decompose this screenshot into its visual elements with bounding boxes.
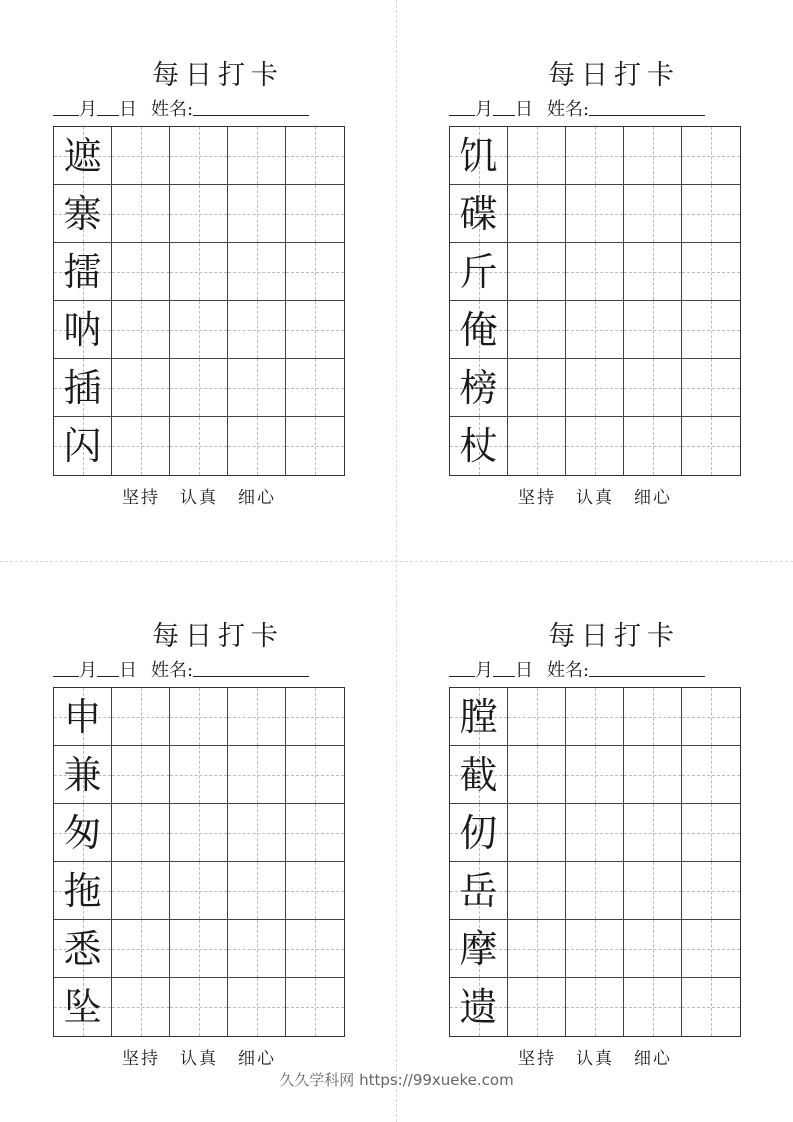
practice-cell[interactable] xyxy=(624,688,682,746)
motto-word: 坚持 xyxy=(518,488,556,508)
practice-cell[interactable] xyxy=(286,243,344,301)
model-character-cell xyxy=(450,243,508,301)
practice-cell[interactable] xyxy=(228,804,286,862)
day-label: 日 xyxy=(515,99,533,120)
practice-cell[interactable] xyxy=(682,359,740,417)
practice-card xyxy=(449,619,779,1079)
name-blank[interactable] xyxy=(193,98,309,116)
practice-cell[interactable] xyxy=(286,301,344,359)
practice-cell[interactable] xyxy=(682,417,740,475)
practice-cell[interactable] xyxy=(682,920,740,978)
name-blank[interactable] xyxy=(589,98,705,116)
practice-cell[interactable] xyxy=(508,746,566,804)
practice-cell[interactable] xyxy=(624,804,682,862)
motto-word: 细心 xyxy=(634,1049,672,1069)
practice-cell[interactable] xyxy=(682,746,740,804)
practice-cell[interactable] xyxy=(170,978,228,1036)
model-character-cell xyxy=(54,185,112,243)
motto-word: 认真 xyxy=(576,488,614,508)
model-character: 膛 xyxy=(459,694,498,739)
model-character-cell xyxy=(450,359,508,417)
model-character-cell xyxy=(54,978,112,1036)
practice-cell[interactable] xyxy=(682,301,740,359)
practice-cell[interactable] xyxy=(228,862,286,920)
model-character: 匆 xyxy=(63,810,102,855)
model-character-cell xyxy=(54,301,112,359)
practice-cell[interactable] xyxy=(170,301,228,359)
date-name-line xyxy=(53,659,383,683)
practice-cell[interactable] xyxy=(228,243,286,301)
name-label: 姓名: xyxy=(151,660,194,681)
practice-cell[interactable] xyxy=(286,127,344,185)
practice-cell[interactable] xyxy=(112,746,170,804)
model-character: 杖 xyxy=(459,424,498,468)
model-character: 遗 xyxy=(459,985,498,1029)
date-name-line xyxy=(53,98,383,122)
model-character-cell xyxy=(450,978,508,1036)
practice-cell[interactable] xyxy=(566,920,624,978)
practice-cell[interactable] xyxy=(566,417,624,475)
practice-cell[interactable] xyxy=(112,127,170,185)
name-blank[interactable] xyxy=(589,659,705,677)
practice-cell[interactable] xyxy=(112,417,170,475)
day-blank[interactable] xyxy=(493,659,515,677)
practice-cell[interactable] xyxy=(112,688,170,746)
day-blank[interactable] xyxy=(97,659,119,677)
motto-line xyxy=(449,486,741,510)
model-character: 遮 xyxy=(63,133,102,178)
model-character: 悉 xyxy=(63,926,102,971)
card-title: 每日打卡 xyxy=(152,60,284,91)
motto-line xyxy=(449,1047,741,1071)
motto-line xyxy=(53,1047,345,1071)
practice-cell[interactable] xyxy=(170,804,228,862)
practice-cell[interactable] xyxy=(624,920,682,978)
practice-cell[interactable] xyxy=(286,862,344,920)
model-character-cell xyxy=(54,127,112,185)
model-character-cell xyxy=(450,804,508,862)
practice-cell[interactable] xyxy=(566,862,624,920)
writing-grid xyxy=(449,126,741,476)
practice-cell[interactable] xyxy=(228,359,286,417)
practice-cell[interactable] xyxy=(112,185,170,243)
practice-cell[interactable] xyxy=(508,185,566,243)
practice-cell[interactable] xyxy=(112,301,170,359)
practice-cell[interactable] xyxy=(682,185,740,243)
practice-cell[interactable] xyxy=(508,688,566,746)
practice-cell[interactable] xyxy=(508,862,566,920)
writing-grid xyxy=(53,126,345,476)
practice-cell[interactable] xyxy=(112,243,170,301)
name-blank[interactable] xyxy=(193,659,309,677)
practice-cell[interactable] xyxy=(170,185,228,243)
motto-word: 坚持 xyxy=(122,1049,160,1069)
practice-cell[interactable] xyxy=(228,746,286,804)
practice-cell[interactable] xyxy=(624,978,682,1036)
practice-cell[interactable] xyxy=(170,243,228,301)
practice-card xyxy=(53,619,383,1079)
practice-cell[interactable] xyxy=(112,804,170,862)
model-character-cell xyxy=(54,862,112,920)
model-character-cell xyxy=(450,688,508,746)
model-character-cell xyxy=(54,243,112,301)
practice-cell[interactable] xyxy=(286,185,344,243)
model-character: 插 xyxy=(63,365,102,410)
model-character: 截 xyxy=(459,752,498,797)
practice-cell[interactable] xyxy=(508,804,566,862)
model-character-cell xyxy=(450,301,508,359)
month-label: 月 xyxy=(475,99,493,120)
practice-cell[interactable] xyxy=(112,359,170,417)
month-label: 月 xyxy=(79,99,97,120)
model-character: 兼 xyxy=(63,752,102,797)
model-character: 擂 xyxy=(63,249,102,294)
card-title: 每日打卡 xyxy=(548,621,680,652)
day-label: 日 xyxy=(119,660,137,681)
practice-cell[interactable] xyxy=(286,804,344,862)
practice-cell[interactable] xyxy=(170,688,228,746)
motto-word: 细心 xyxy=(634,488,672,508)
model-character: 斤 xyxy=(459,249,498,294)
practice-cell[interactable] xyxy=(228,417,286,475)
model-character-cell xyxy=(450,920,508,978)
practice-cell[interactable] xyxy=(624,746,682,804)
practice-cell[interactable] xyxy=(170,359,228,417)
model-character-cell xyxy=(450,862,508,920)
practice-cell[interactable] xyxy=(112,862,170,920)
model-character: 申 xyxy=(63,694,102,739)
model-character-cell xyxy=(450,127,508,185)
practice-cell[interactable] xyxy=(566,688,624,746)
practice-cell[interactable] xyxy=(566,746,624,804)
practice-cell[interactable] xyxy=(508,243,566,301)
day-blank[interactable] xyxy=(97,98,119,116)
practice-cell[interactable] xyxy=(624,185,682,243)
day-blank[interactable] xyxy=(493,98,515,116)
practice-card xyxy=(53,58,383,518)
practice-cell[interactable] xyxy=(682,978,740,1036)
practice-card xyxy=(449,58,779,518)
model-character: 坠 xyxy=(63,985,102,1029)
date-name-line xyxy=(449,98,779,122)
model-character-cell xyxy=(54,746,112,804)
model-character: 榜 xyxy=(459,365,498,410)
practice-cell[interactable] xyxy=(624,127,682,185)
model-character: 俺 xyxy=(459,307,498,352)
practice-cell[interactable] xyxy=(624,359,682,417)
practice-cell[interactable] xyxy=(566,301,624,359)
practice-cell[interactable] xyxy=(286,920,344,978)
model-character-cell xyxy=(450,746,508,804)
model-character-cell xyxy=(54,417,112,475)
practice-cell[interactable] xyxy=(170,920,228,978)
day-label: 日 xyxy=(515,660,533,681)
footer-site-name: 久久学科网 xyxy=(279,1071,355,1089)
month-blank[interactable] xyxy=(449,659,475,677)
practice-cell[interactable] xyxy=(682,127,740,185)
practice-cell[interactable] xyxy=(286,746,344,804)
practice-cell[interactable] xyxy=(566,359,624,417)
horizontal-cut-line xyxy=(0,561,793,562)
practice-cell[interactable] xyxy=(624,417,682,475)
practice-cell[interactable] xyxy=(228,978,286,1036)
name-label: 姓名: xyxy=(547,99,590,120)
practice-cell[interactable] xyxy=(286,978,344,1036)
motto-word: 认真 xyxy=(180,488,218,508)
practice-cell[interactable] xyxy=(228,688,286,746)
model-character-cell xyxy=(54,804,112,862)
practice-cell[interactable] xyxy=(228,920,286,978)
motto-word: 认真 xyxy=(180,1049,218,1069)
model-character: 饥 xyxy=(459,133,498,178)
practice-cell[interactable] xyxy=(566,804,624,862)
footer-url: https://99xueke.com xyxy=(359,1071,514,1089)
motto-word: 坚持 xyxy=(122,488,160,508)
card-title: 每日打卡 xyxy=(152,621,284,652)
practice-cell[interactable] xyxy=(170,417,228,475)
practice-cell[interactable] xyxy=(228,301,286,359)
motto-word: 坚持 xyxy=(518,1049,556,1069)
model-character: 拖 xyxy=(63,868,102,913)
model-character: 闪 xyxy=(63,424,102,468)
practice-cell[interactable] xyxy=(170,746,228,804)
motto-word: 认真 xyxy=(576,1049,614,1069)
model-character: 仞 xyxy=(459,810,498,855)
practice-cell[interactable] xyxy=(112,920,170,978)
writing-grid xyxy=(53,687,345,1037)
model-character-cell xyxy=(450,417,508,475)
practice-cell[interactable] xyxy=(228,127,286,185)
month-blank[interactable] xyxy=(449,98,475,116)
motto-word: 细心 xyxy=(238,488,276,508)
practice-cell[interactable] xyxy=(286,359,344,417)
model-character: 呐 xyxy=(63,307,102,352)
motto-word: 细心 xyxy=(238,1049,276,1069)
practice-cell[interactable] xyxy=(624,301,682,359)
practice-cell[interactable] xyxy=(170,862,228,920)
practice-cell[interactable] xyxy=(566,185,624,243)
practice-cell[interactable] xyxy=(286,417,344,475)
practice-cell[interactable] xyxy=(508,359,566,417)
practice-cell[interactable] xyxy=(566,243,624,301)
day-label: 日 xyxy=(119,99,137,120)
practice-cell[interactable] xyxy=(682,688,740,746)
date-name-line xyxy=(449,659,779,683)
month-label: 月 xyxy=(475,660,493,681)
footer-watermark xyxy=(0,1069,793,1090)
practice-cell[interactable] xyxy=(682,804,740,862)
card-title: 每日打卡 xyxy=(548,60,680,91)
model-character: 寨 xyxy=(63,191,102,236)
model-character-cell xyxy=(54,359,112,417)
practice-cell[interactable] xyxy=(170,127,228,185)
writing-grid xyxy=(449,687,741,1037)
month-label: 月 xyxy=(79,660,97,681)
practice-cell[interactable] xyxy=(682,243,740,301)
model-character: 摩 xyxy=(459,926,498,971)
practice-cell[interactable] xyxy=(508,920,566,978)
practice-cell[interactable] xyxy=(112,978,170,1036)
name-label: 姓名: xyxy=(547,660,590,681)
practice-cell[interactable] xyxy=(508,127,566,185)
motto-line xyxy=(53,486,345,510)
practice-cell[interactable] xyxy=(624,243,682,301)
practice-cell[interactable] xyxy=(508,417,566,475)
month-blank[interactable] xyxy=(53,659,79,677)
model-character: 岳 xyxy=(459,868,498,913)
practice-cell[interactable] xyxy=(566,127,624,185)
model-character: 碟 xyxy=(459,191,498,236)
name-label: 姓名: xyxy=(151,99,194,120)
practice-cell[interactable] xyxy=(286,688,344,746)
model-character-cell xyxy=(54,688,112,746)
model-character-cell xyxy=(54,920,112,978)
practice-cell[interactable] xyxy=(508,301,566,359)
practice-cell[interactable] xyxy=(228,185,286,243)
practice-cell[interactable] xyxy=(566,978,624,1036)
practice-cell[interactable] xyxy=(624,862,682,920)
practice-cell[interactable] xyxy=(682,862,740,920)
model-character-cell xyxy=(450,185,508,243)
month-blank[interactable] xyxy=(53,98,79,116)
practice-cell[interactable] xyxy=(508,978,566,1036)
